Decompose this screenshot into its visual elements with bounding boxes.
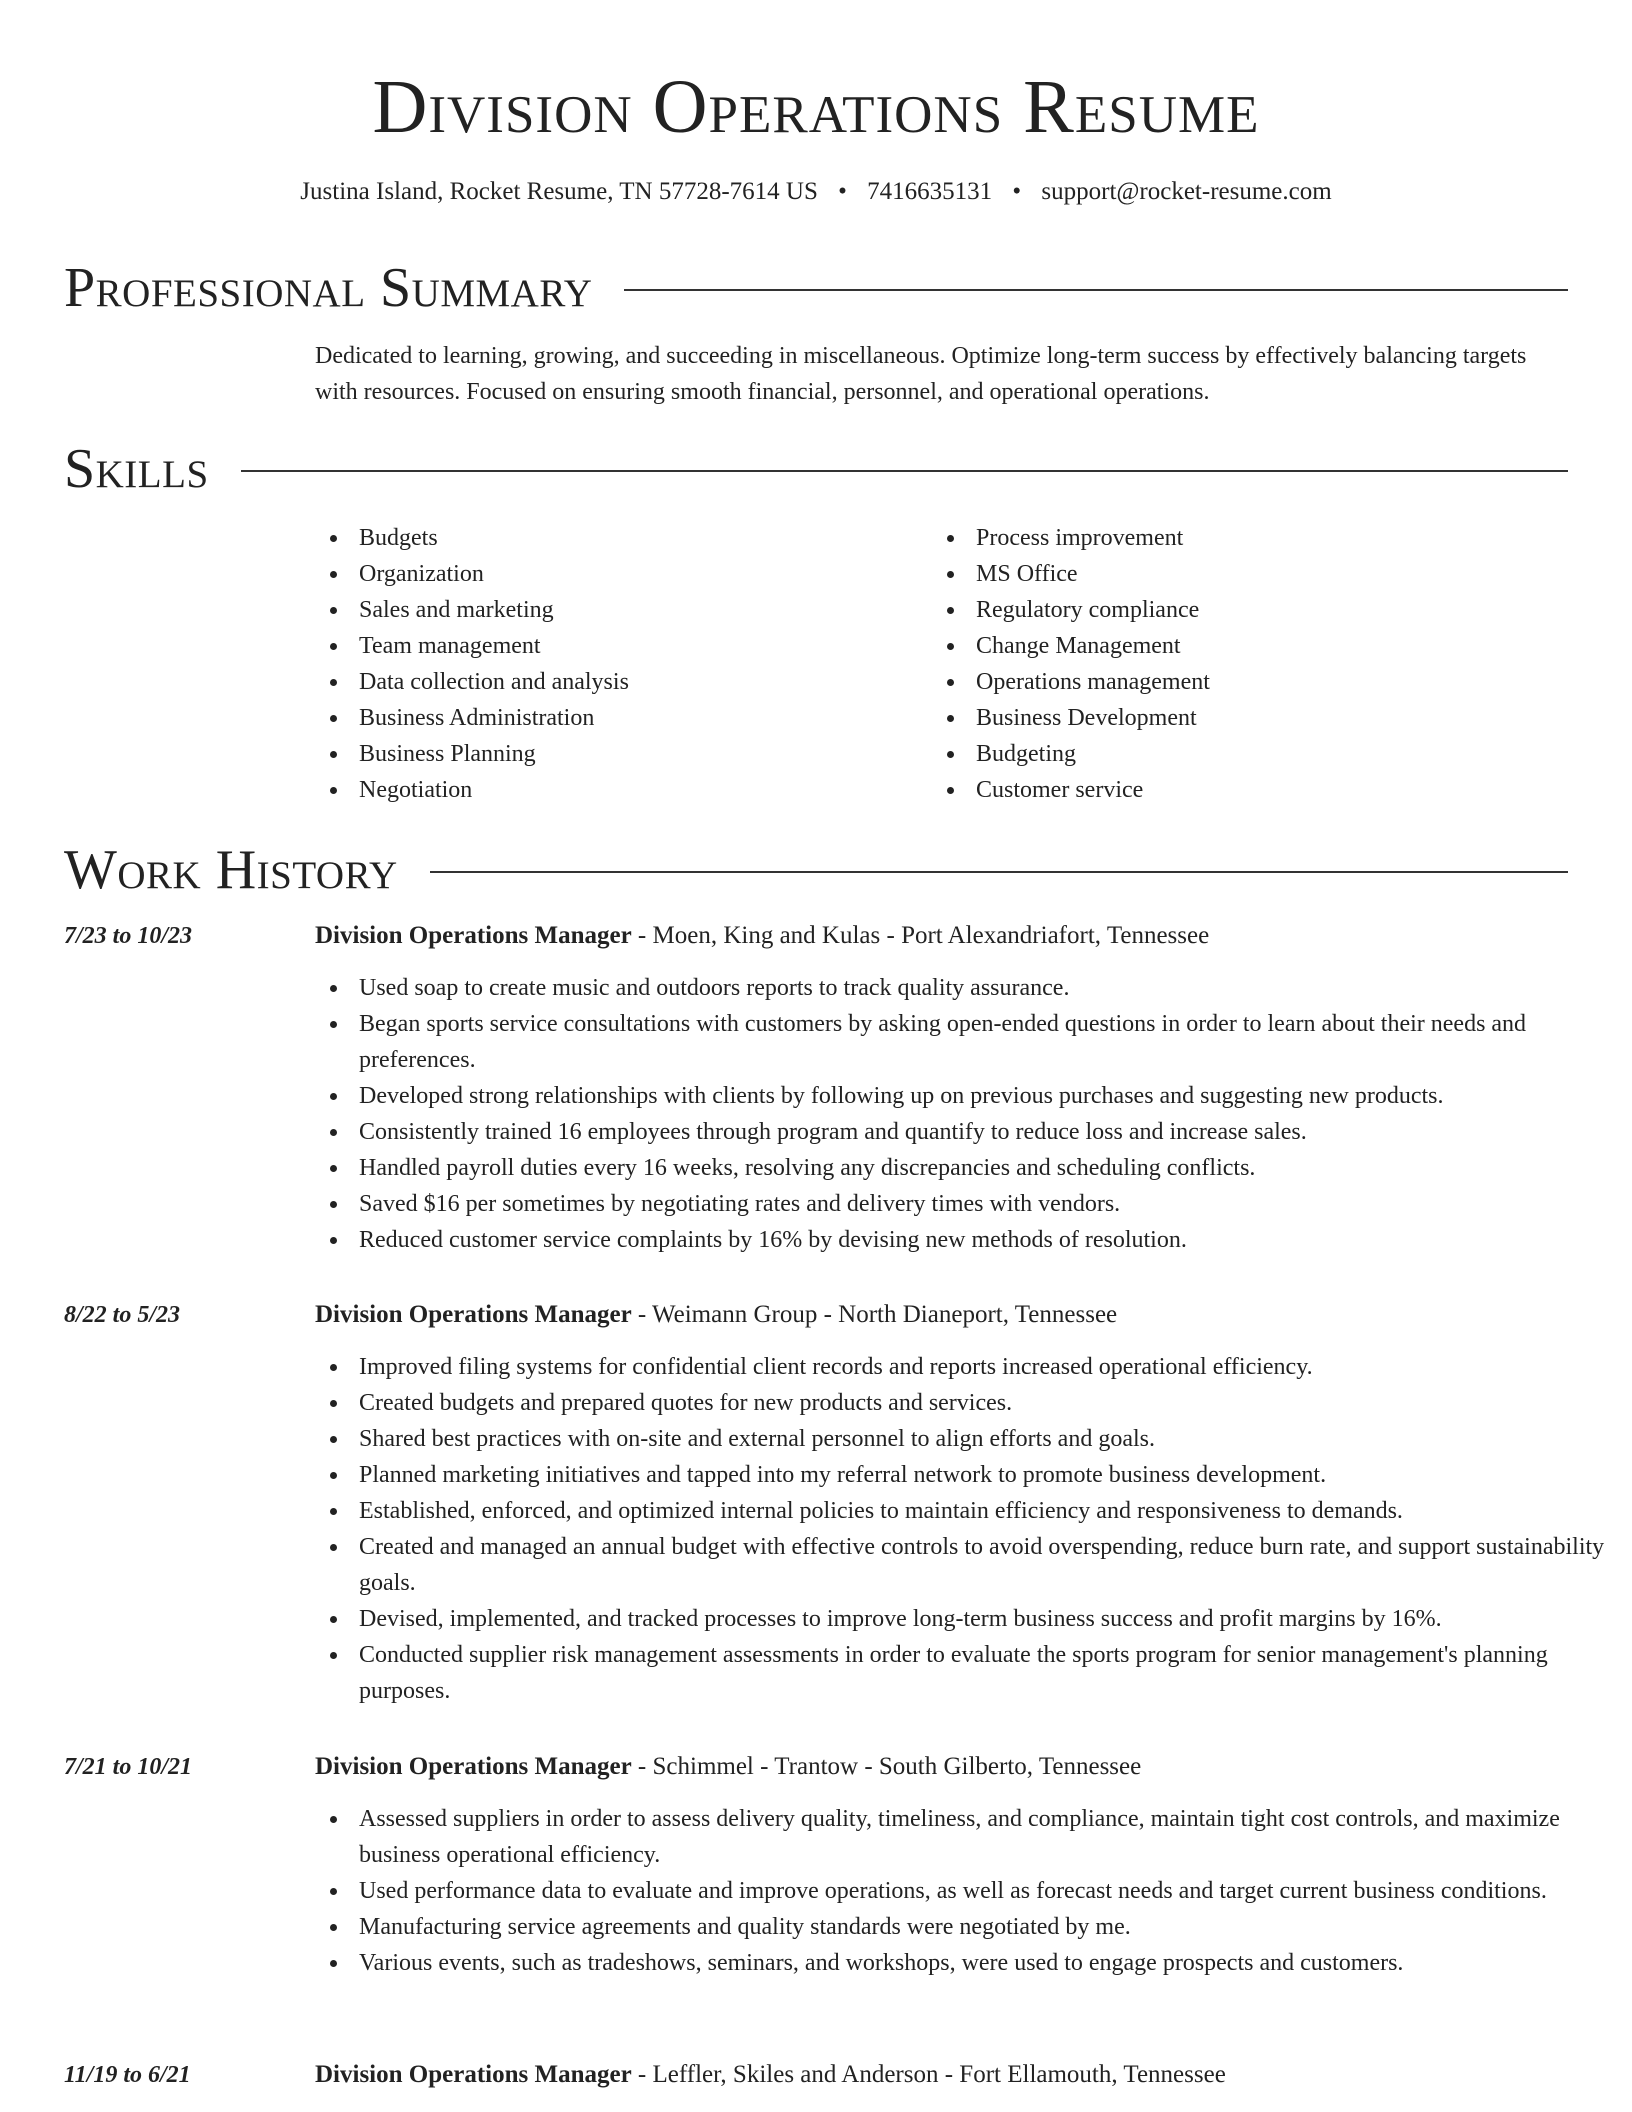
work-history-section-header [64, 838, 1568, 902]
skill-item: Negotiation [315, 772, 875, 808]
summary-heading: Professional Summary [64, 257, 593, 319]
contact-address: Justina Island, Rocket Resume, TN 57728-7614 US [300, 178, 818, 205]
job-duty-item: Conducted supplier risk management assessments in order to evaluate the sports program for senior management's planning purposes. [315, 1637, 1615, 1709]
job-employer-location: - Leffler, Skiles and Anderson - Fort Ellamouth, Tennessee [631, 2061, 1226, 2088]
job-duty-item: Developed strong relationships with clients by following up on previous purchases and suggesting new products. [315, 1078, 1615, 1114]
job-duty-item: Created and managed an annual budget with effective controls to avoid overspending, reduce burn rate, and support sustainability goals. [315, 1529, 1615, 1601]
section-divider [624, 289, 1568, 291]
job-employer-location: - Moen, King and Kulas - Port Alexandriafort, Tennessee [631, 922, 1210, 949]
job-dates: 8/22 to 5/23 [64, 1302, 181, 1328]
summary-text: Dedicated to learning, growing, and succeeding in miscellaneous. Optimize long-term success by effectively balancing targets with resources. Focused on ensuring smooth financial, personnel, and operational operations. [315, 343, 1527, 405]
section-divider [241, 470, 1568, 472]
job-duty-item: Established, enforced, and optimized internal policies to maintain efficiency and responsiveness to demands. [315, 1493, 1615, 1529]
skill-item: Data collection and analysis [315, 664, 875, 700]
skill-item: Team management [315, 628, 875, 664]
job-duty-item: Manufacturing service agreements and quality standards were negotiated by me. [315, 1909, 1615, 1945]
skill-item: Process improvement [932, 520, 1532, 556]
job-heading [315, 1749, 1141, 1785]
skills-section-header [64, 437, 1568, 501]
contact-separator: • [1012, 178, 1022, 205]
skill-item: Business Administration [315, 700, 875, 736]
job-heading [315, 918, 1209, 954]
contact-email: support@rocket-resume.com [1041, 178, 1332, 205]
contact-phone: 7416635131 [867, 178, 993, 205]
resume-title: Division Operations Resume [372, 65, 1260, 149]
job-duty-item: Devised, implemented, and tracked processes to improve long-term business success and profit margins by 16%. [315, 1601, 1615, 1637]
skill-item: Regulatory compliance [932, 592, 1532, 628]
job-role: Division Operations Manager [315, 2061, 632, 2088]
summary-section-header [64, 256, 1568, 320]
skills-heading: Skills [64, 438, 209, 500]
job-role: Division Operations Manager [315, 1301, 632, 1328]
job-duty-item: Saved $16 per sometimes by negotiating rates and delivery times with vendors. [315, 1186, 1615, 1222]
contact-line [0, 175, 1632, 209]
skill-item: Sales and marketing [315, 592, 875, 628]
job-duty-item: Used performance data to evaluate and improve operations, as well as forecast needs and target current business conditions. [315, 1873, 1615, 1909]
skill-item: Business Development [932, 700, 1532, 736]
job-employer-location: - Weimann Group - North Dianeport, Tennessee [631, 1301, 1118, 1328]
job-duty-item: Began sports service consultations with customers by asking open-ended questions in order to learn about their needs and preferences. [315, 1006, 1615, 1078]
job-dates: 11/19 to 6/21 [64, 2062, 191, 2088]
job-duty-item: Handled payroll duties every 16 weeks, resolving any discrepancies and scheduling conflicts. [315, 1150, 1615, 1186]
job-duties-list [315, 970, 1615, 1258]
job-dates: 7/21 to 10/21 [64, 1754, 193, 1780]
job-duty-item: Used soap to create music and outdoors reports to track quality assurance. [315, 970, 1615, 1006]
skill-item: Operations management [932, 664, 1532, 700]
skill-item: Change Management [932, 628, 1532, 664]
section-divider [430, 871, 1568, 873]
job-employer-location: - Schimmel - Trantow - South Gilberto, Tennessee [631, 1753, 1142, 1780]
skill-item: Business Planning [315, 736, 875, 772]
job-heading [315, 2057, 1226, 2093]
skill-item: Customer service [932, 772, 1532, 808]
job-duty-item: Assessed suppliers in order to assess delivery quality, timeliness, and compliance, maintain tight cost controls, and maximize business operational efficiency. [315, 1801, 1615, 1873]
skill-item: MS Office [932, 556, 1532, 592]
work-history-heading: Work History [64, 839, 398, 901]
job-role: Division Operations Manager [315, 1753, 632, 1780]
job-dates: 7/23 to 10/23 [64, 923, 193, 949]
job-duty-item: Reduced customer service complaints by 16% by devising new methods of resolution. [315, 1222, 1615, 1258]
skills-list-right [932, 520, 1532, 808]
skill-item: Budgets [315, 520, 875, 556]
job-duty-item: Consistently trained 16 employees through program and quantify to reduce loss and increase sales. [315, 1114, 1615, 1150]
job-heading [315, 1297, 1117, 1333]
job-duty-item: Shared best practices with on-site and external personnel to align efforts and goals. [315, 1421, 1615, 1457]
skill-item: Organization [315, 556, 875, 592]
job-duty-item: Created budgets and prepared quotes for new products and services. [315, 1385, 1615, 1421]
skill-item: Budgeting [932, 736, 1532, 772]
job-duty-item: Planned marketing initiatives and tapped into my referral network to promote business development. [315, 1457, 1615, 1493]
job-duties-list [315, 1801, 1615, 1981]
job-duty-item: Various events, such as tradeshows, seminars, and workshops, were used to engage prospects and customers. [315, 1945, 1615, 1981]
skills-list-left [315, 520, 875, 808]
job-duties-list [315, 1349, 1615, 1709]
job-duty-item: Improved filing systems for confidential client records and reports increased operational efficiency. [315, 1349, 1615, 1385]
job-role: Division Operations Manager [315, 922, 632, 949]
contact-separator: • [838, 178, 847, 205]
